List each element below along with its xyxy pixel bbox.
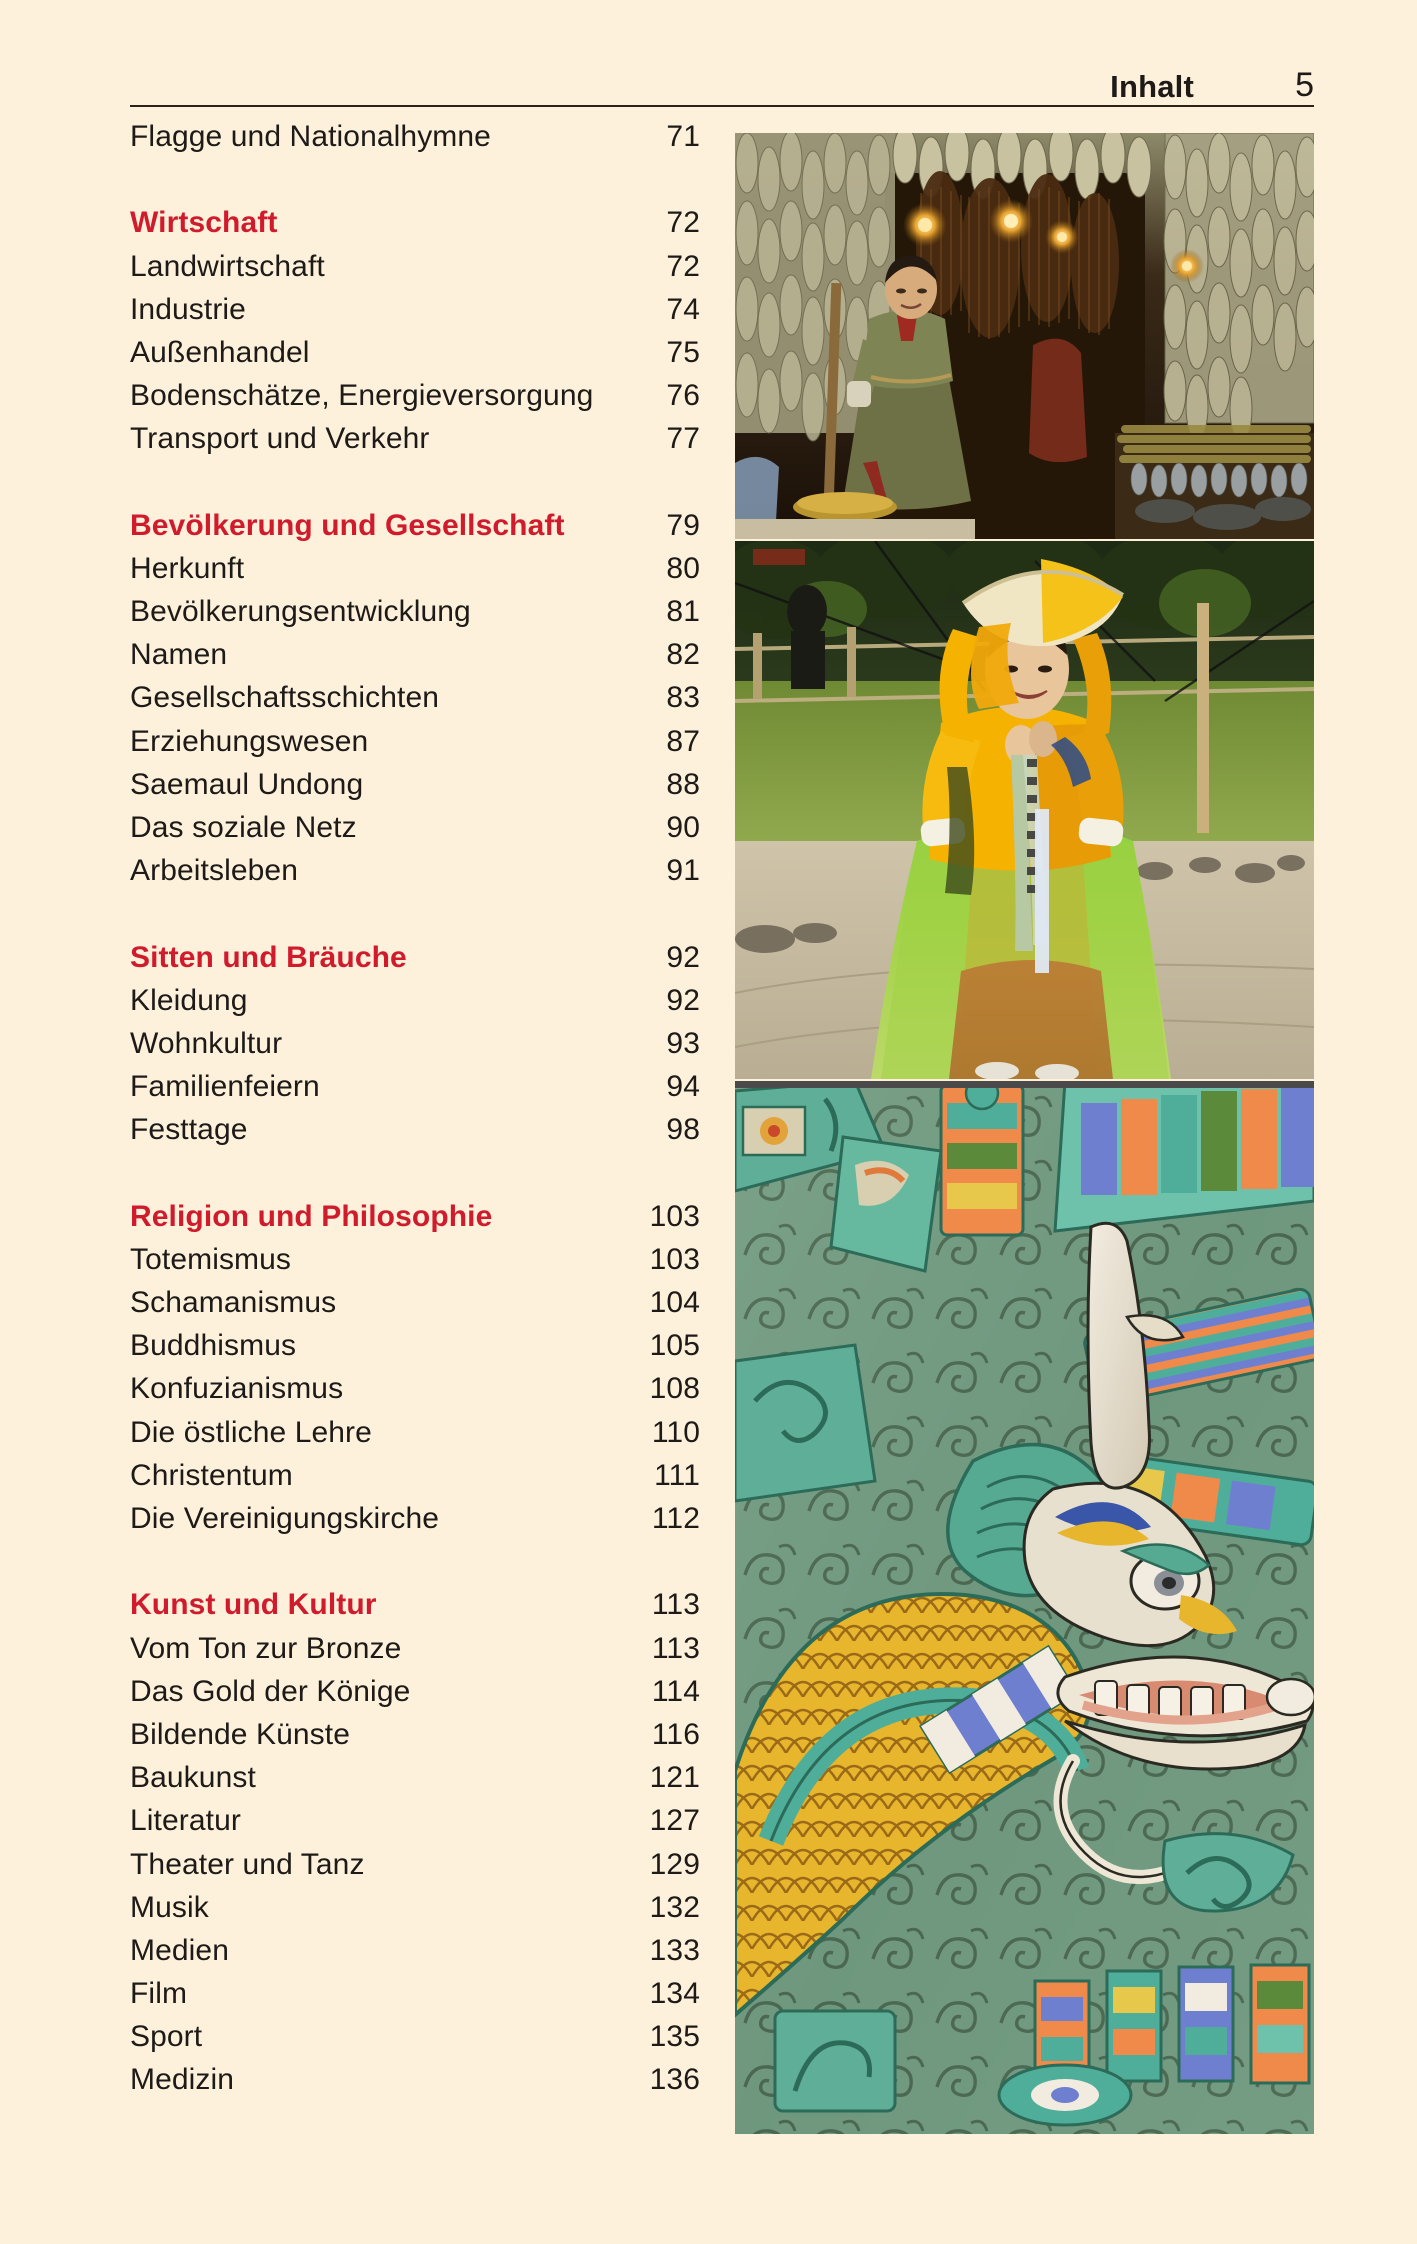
toc-entry-page-number: 83 — [666, 681, 700, 715]
toc-entry-label: Das Gold der Könige — [130, 1674, 411, 1708]
toc-entry-row[interactable] — [130, 1675, 700, 1718]
toc-entry-row[interactable] — [130, 984, 700, 1027]
toc-entry-label: Bildende Künste — [130, 1717, 350, 1751]
toc-entry-label: Wohnkultur — [130, 1026, 283, 1060]
toc-entry-row[interactable] — [130, 1934, 700, 1977]
toc-entry-label: Namen — [130, 638, 228, 672]
toc-entry-row[interactable] — [130, 725, 700, 768]
toc-entry-row[interactable] — [130, 638, 700, 681]
toc-spacer — [130, 466, 700, 509]
toc-entry-label: Transport und Verkehr — [130, 422, 430, 456]
toc-entry-page-number: 79 — [666, 508, 700, 542]
toc-entry-page-number: 127 — [649, 1804, 700, 1838]
toc-entry-row[interactable] — [130, 2020, 700, 2063]
toc-entry-label: Die Vereinigungskirche — [130, 1502, 440, 1535]
toc-section-row[interactable] — [130, 1200, 700, 1243]
toc-entry-row[interactable] — [130, 1977, 700, 2020]
toc-entry-page-number: 77 — [666, 422, 700, 456]
toc-entry-row[interactable] — [130, 2063, 700, 2106]
toc-entry-row[interactable] — [130, 120, 700, 163]
toc-entry-page-number: 133 — [649, 1933, 700, 1967]
toc-entry-row[interactable] — [130, 1027, 700, 1070]
toc-entry-label: Erziehungswesen — [130, 724, 369, 758]
toc-entry-label: Medizin — [130, 2063, 235, 2097]
toc-spacer — [130, 897, 700, 940]
toc-entry-row[interactable] — [130, 1372, 700, 1415]
toc-section-row[interactable] — [130, 206, 700, 249]
body-area — [0, 120, 1417, 2170]
toc-section-label: Bevölkerung und Gesellschaft — [130, 508, 565, 542]
toc-entry-label: Bevölkerungsentwicklung — [130, 595, 471, 629]
toc-entry-label: Familienfeiern — [130, 1070, 320, 1104]
toc-entry-label: Film — [130, 1977, 188, 2011]
toc-entry-row[interactable] — [130, 854, 700, 897]
toc-spacer — [130, 1545, 700, 1588]
toc-entry-row[interactable] — [130, 1718, 700, 1761]
toc-entry-page-number: 110 — [651, 1415, 700, 1449]
toc-entry-label: Gesellschaftsschichten — [130, 681, 440, 715]
toc-entry-row[interactable] — [130, 1848, 700, 1891]
page-folio: 5 — [1295, 66, 1314, 104]
toc-entry-row[interactable] — [130, 379, 700, 422]
toc-entry-label: Konfuzianismus — [130, 1372, 344, 1406]
running-head — [130, 58, 1314, 102]
toc-entry-row[interactable] — [130, 1113, 700, 1156]
toc-entry-page-number: 129 — [649, 1847, 700, 1881]
toc-entry-page-number: 112 — [651, 1502, 700, 1535]
toc-entry-page-number: 103 — [649, 1199, 700, 1233]
toc-entry-page-number: 76 — [666, 379, 700, 413]
toc-entry-page-number: 72 — [666, 249, 700, 283]
toc-section-label: Wirtschaft — [130, 206, 278, 240]
toc-entry-page-number: 134 — [649, 1977, 700, 2011]
toc-section-label: Kunst und Kultur — [130, 1588, 377, 1622]
toc-entry-page-number: 90 — [666, 811, 700, 844]
toc-entry-label: Festtage — [130, 1113, 248, 1147]
toc-entry-label: Saemaul Undong — [130, 767, 364, 801]
toc-entry-row[interactable] — [130, 552, 700, 595]
toc-entry-row[interactable] — [130, 1502, 700, 1545]
toc-entry-page-number: 80 — [666, 551, 700, 585]
toc-entry-row[interactable] — [130, 1416, 700, 1459]
toc-spacer — [130, 1157, 700, 1200]
toc-entry-page-number: 136 — [649, 2063, 700, 2097]
toc-section-row[interactable] — [130, 941, 700, 984]
toc-entry-label: Das soziale Netz — [130, 811, 357, 844]
toc-entry-row[interactable] — [130, 1459, 700, 1502]
toc-entry-page-number: 103 — [649, 1242, 700, 1276]
toc-entry-label: Herkunft — [130, 551, 245, 585]
toc-entry-page-number: 105 — [649, 1329, 700, 1363]
toc-entry-label: Landwirtschaft — [130, 249, 325, 283]
toc-entry-row[interactable] — [130, 811, 700, 854]
toc-entry-label: Arbeitsleben — [130, 854, 298, 888]
toc-entry-page-number: 132 — [649, 1890, 700, 1924]
header-rule — [130, 105, 1314, 107]
toc-entry-label: Buddhismus — [130, 1329, 297, 1363]
toc-entry-label: Kleidung — [130, 983, 248, 1017]
toc-entry-page-number: 71 — [666, 120, 700, 153]
toc-entry-label: Sport — [130, 2020, 203, 2054]
photo-column — [735, 133, 1314, 2134]
toc-entry-page-number: 74 — [666, 292, 700, 326]
dancheong-dragon-carving-photo — [735, 1081, 1314, 2134]
toc-entry-label: Christentum — [130, 1458, 293, 1492]
hanbok-woman-photo — [735, 541, 1314, 1079]
toc-entry-row[interactable] — [130, 250, 700, 293]
toc-entry-page-number: 94 — [666, 1070, 700, 1104]
toc-entry-label: Flagge und Nationalhymne — [130, 120, 491, 153]
toc-entry-page-number: 121 — [649, 1761, 700, 1795]
page-title: Inhalt — [1110, 69, 1194, 104]
toc-section-row[interactable] — [130, 1588, 700, 1631]
toc-entry-row[interactable] — [130, 293, 700, 336]
toc-entry-row[interactable] — [130, 681, 700, 724]
toc-entry-label: Vom Ton zur Bronze — [130, 1631, 402, 1665]
toc-entry-label: Musik — [130, 1890, 209, 1924]
toc-entry-page-number: 116 — [651, 1717, 700, 1751]
toc-entry-page-number: 72 — [666, 206, 700, 240]
toc-entry-row[interactable] — [130, 1632, 700, 1675]
toc-entry-page-number: 75 — [666, 335, 700, 369]
toc-entry-page-number: 87 — [666, 724, 700, 758]
toc-entry-row[interactable] — [130, 1070, 700, 1113]
toc-entry-label: Die östliche Lehre — [130, 1415, 372, 1449]
toc-entry-label: Theater und Tanz — [130, 1847, 365, 1881]
toc-entry-page-number: 91 — [666, 854, 700, 888]
toc-entry-row[interactable] — [130, 1761, 700, 1804]
toc-entry-page-number: 108 — [649, 1372, 700, 1406]
toc-entry-page-number: 92 — [666, 983, 700, 1017]
toc-entry-label: Bodenschätze, Energieversorgung — [130, 379, 594, 413]
toc-entry-page-number: 111 — [654, 1458, 700, 1492]
toc-entry-row[interactable] — [130, 768, 700, 811]
toc-section-label: Religion und Philosophie — [130, 1199, 493, 1233]
toc-entry-page-number: 92 — [666, 940, 700, 974]
toc-entry-label: Außenhandel — [130, 335, 310, 369]
dried-fish-market-photo — [735, 133, 1314, 539]
toc-entry-label: Totemismus — [130, 1242, 292, 1276]
toc-entry-row[interactable] — [130, 595, 700, 638]
toc-entry-page-number: 114 — [651, 1674, 700, 1708]
toc-entry-label: Baukunst — [130, 1761, 256, 1795]
toc-entry-label: Schamanismus — [130, 1286, 337, 1320]
toc-entry-page-number: 81 — [666, 595, 700, 629]
toc-section-label: Sitten und Bräuche — [130, 940, 407, 974]
toc-entry-page-number: 113 — [651, 1588, 700, 1622]
toc-entry-row[interactable] — [130, 422, 700, 465]
toc-entry-row[interactable] — [130, 1804, 700, 1847]
toc-entry-label: Literatur — [130, 1804, 241, 1838]
toc-entry-page-number: 82 — [666, 638, 700, 672]
toc-entry-label: Industrie — [130, 292, 246, 326]
toc-entry-page-number: 104 — [649, 1286, 700, 1320]
toc-entry-page-number: 88 — [666, 767, 700, 801]
toc-entry-row[interactable] — [130, 1891, 700, 1934]
toc-entry-page-number: 113 — [651, 1631, 700, 1665]
toc-section-row[interactable] — [130, 509, 700, 552]
toc-entry-label: Medien — [130, 1933, 229, 1967]
toc-entry-row[interactable] — [130, 1286, 700, 1329]
toc-entry-row[interactable] — [130, 1243, 700, 1286]
toc-entry-row[interactable] — [130, 336, 700, 379]
toc-entry-page-number: 135 — [649, 2020, 700, 2054]
toc-spacer — [130, 163, 700, 206]
toc-entry-row[interactable] — [130, 1329, 700, 1372]
toc-entry-page-number: 93 — [666, 1026, 700, 1060]
toc-entry-page-number: 98 — [666, 1113, 700, 1147]
table-of-contents — [130, 120, 700, 2107]
